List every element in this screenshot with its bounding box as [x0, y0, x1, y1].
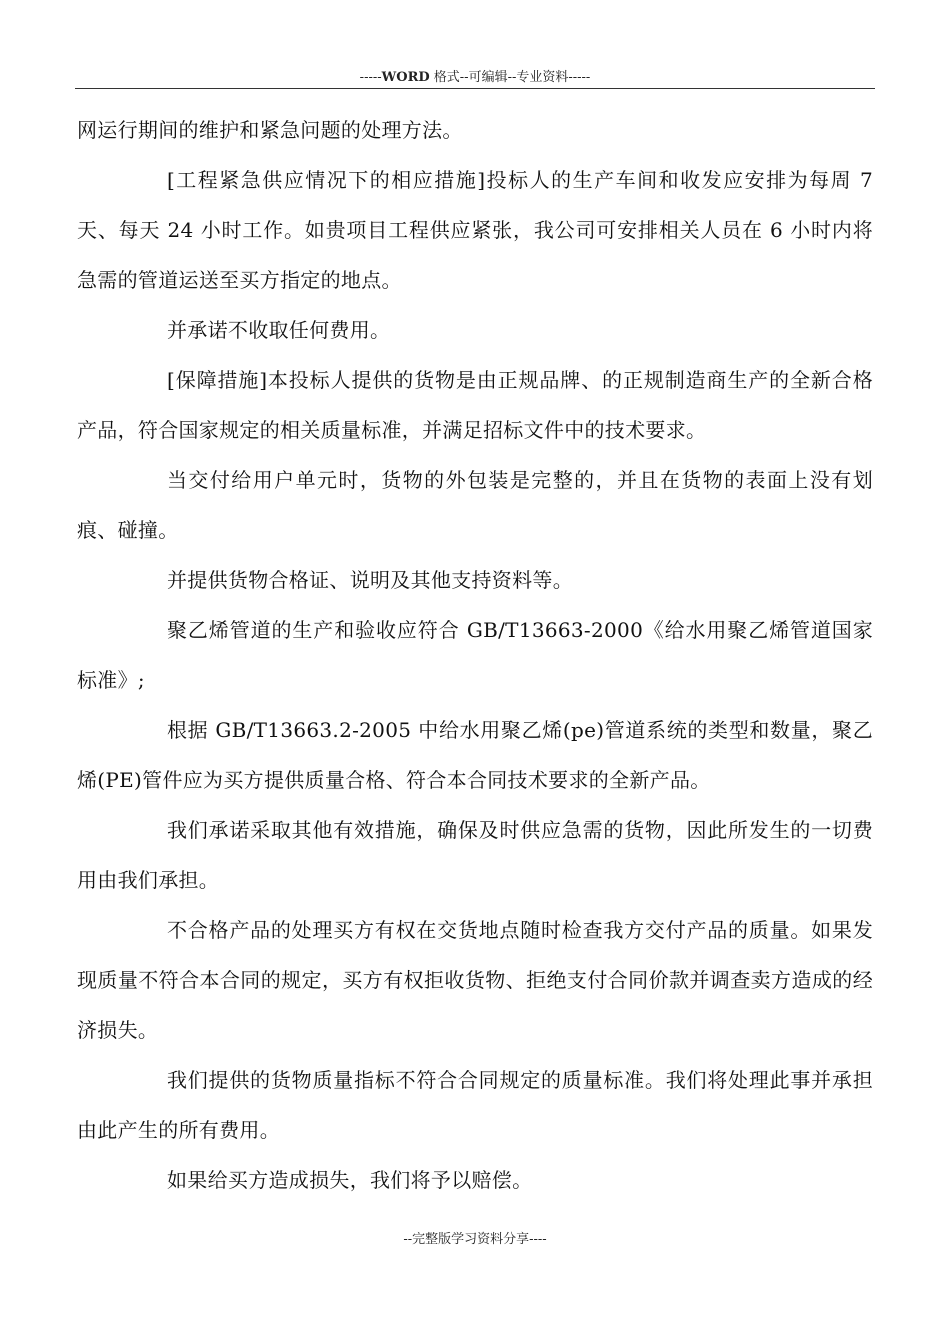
- header-subtitle: 格式--可编辑--专业资料-----: [429, 70, 591, 85]
- paragraph-3: 并承诺不收取任何费用。: [167, 318, 391, 342]
- header-dashes: -----: [359, 70, 382, 85]
- page-header: [75, 70, 875, 86]
- paragraph-2: [工程紧急供应情况下的相应措施]投标人的生产车间和收发应安排为每周 7 天、每天 24 小时工作。如贵项目工程供应紧张，我公司可安排相关人员在 6 小时内将急需的管道运送至买方指定的地点。: [77, 168, 873, 292]
- paragraph-11: 我们提供的货物质量指标不符合合同规定的质量标准。我们将处理此事并承担由此产生的所有费用。: [77, 1068, 873, 1142]
- paragraph-5: 当交付给用户单元时，货物的外包装是完整的，并且在货物的表面上没有划痕、碰撞。: [77, 468, 873, 542]
- paragraph-4: [保障措施]本投标人提供的货物是由正规品牌、的正规制造商生产的全新合格产品，符合国家规定的相关质量标准，并满足招标文件中的技术要求。: [77, 368, 873, 442]
- header-divider: [75, 88, 875, 89]
- page-footer: --完整版学习资料分享----: [403, 1232, 547, 1247]
- paragraph-9: 我们承诺采取其他有效措施，确保及时供应急需的货物，因此所发生的一切费用由我们承担。: [77, 818, 873, 892]
- paragraph-12: 如果给买方造成损失，我们将予以赔偿。: [167, 1168, 533, 1192]
- document-body: [77, 105, 873, 1205]
- paragraph-8: 根据 GB/T13663.2-2005 中给水用聚乙烯(pe)管道系统的类型和数量，聚乙烯(PE)管件应为买方提供质量合格、符合本合同技术要求的全新产品。: [77, 718, 873, 792]
- paragraph-10: 不合格产品的处理买方有权在交货地点随时检查我方交付产品的质量。如果发现质量不符合本合同的规定，买方有权拒收货物、拒绝支付合同价款并调查卖方造成的经济损失。: [77, 918, 873, 1042]
- header-word-label: WORD: [381, 70, 430, 85]
- paragraph-1: 网运行期间的维护和紧急问题的处理方法。: [77, 118, 463, 142]
- paragraph-7: 聚乙烯管道的生产和验收应符合 GB/T13663-2000《给水用聚乙烯管道国家标准》;: [77, 618, 873, 692]
- paragraph-6: 并提供货物合格证、说明及其他支持资料等。: [167, 568, 573, 592]
